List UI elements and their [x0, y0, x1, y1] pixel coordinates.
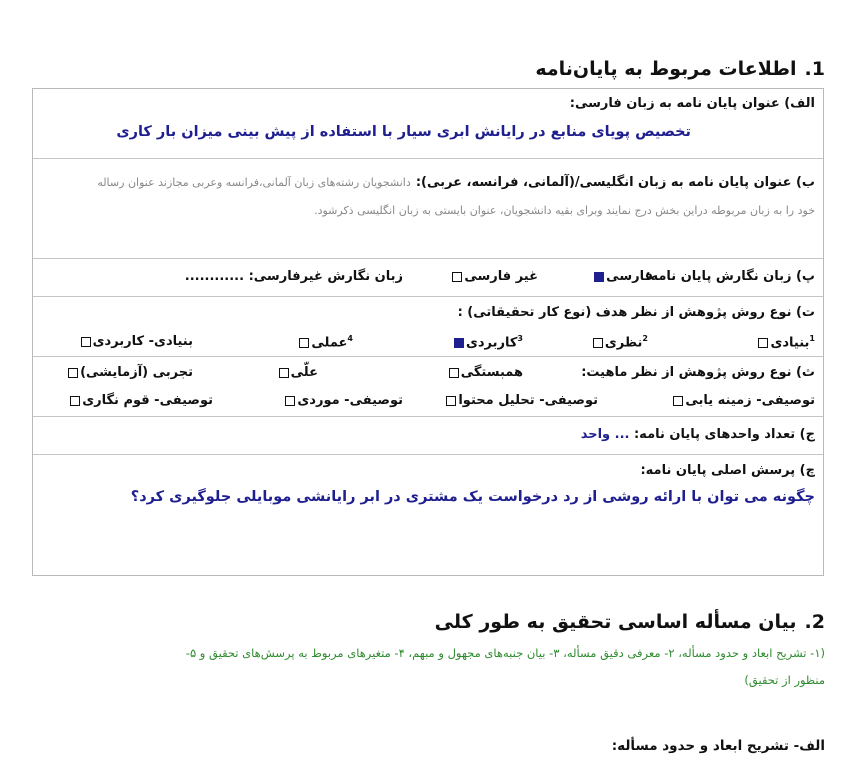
alef-value: تخصیص پویای منابع در رایانش ابری سیار با استفاده از پیش بینی میزان بار کاری — [116, 124, 691, 140]
section1-title: اطلاعات مربوط به پایان‌نامه — [535, 58, 797, 80]
checkbox-icon[interactable] — [758, 338, 768, 348]
te-option-2[interactable]: $^2$نظری — [589, 334, 648, 350]
section2-alef-heading: الف- تشریح ابعاد و حدود مسأله: — [611, 738, 825, 754]
checkbox-icon[interactable] — [81, 337, 91, 347]
je-value: ... واحد — [580, 427, 630, 442]
se-option-ethnography[interactable]: توصیفی- قوم نگاری — [66, 393, 213, 408]
che-label: چ) پرسش اصلی پایان نامه: — [640, 463, 815, 478]
section2-note-line2: منظور از تحقیق) — [744, 673, 825, 687]
pe-label: پ) زبان نگارش پایان نامه: — [645, 269, 815, 284]
section2-note-line1: (۱- تشریح ابعاد و حدود مسأله، ۲- معرفی دقیق مسأله، ۳- بیان جنبه‌های مجهول و مبهم، ۴- متغیرهای مربوط به پرسش‌های تحقیق و ۵- — [185, 646, 825, 660]
checkbox-icon[interactable] — [279, 368, 289, 378]
row-te — [33, 297, 823, 357]
row-je — [33, 417, 823, 455]
pe-option-farsi[interactable] — [590, 269, 653, 284]
section2-heading — [435, 611, 825, 633]
row-se — [33, 357, 823, 417]
row-alef — [33, 89, 823, 159]
section2-title: بیان مسأله اساسی تحقیق به طور کلی — [434, 611, 797, 633]
row-che — [33, 455, 823, 575]
section2-number: 2. — [804, 611, 825, 633]
section1-heading — [535, 58, 825, 80]
se-option-experimental[interactable]: تجربی (آزمایشی) — [64, 365, 193, 380]
pe-nonfarsi-label: غیر فارسی — [464, 269, 538, 284]
se-option-causal[interactable]: علّی — [275, 365, 318, 380]
checkbox-icon[interactable] — [285, 396, 295, 406]
be-note-line1: دانشجویان رشته‌های زبان آلمانی،فرانسه وعربی مجازند عنوان رساله — [97, 176, 411, 189]
checked-checkbox-icon[interactable] — [454, 338, 464, 348]
se-option-correlational[interactable]: همبستگی — [445, 365, 523, 380]
checkbox-icon[interactable] — [449, 368, 459, 378]
row-be — [33, 159, 823, 259]
te-option-5[interactable]: بنیادی- کاربردی — [77, 334, 193, 349]
se-option-content-analysis[interactable]: توصیفی- تحلیل محتوا — [442, 393, 598, 408]
checkbox-icon[interactable] — [593, 338, 603, 348]
checkbox-icon[interactable] — [70, 396, 80, 406]
row-pe — [33, 259, 823, 297]
se-label: ث) نوع روش پژوهش از نظر ماهیت: — [581, 365, 815, 380]
te-option-3[interactable]: $^3$کاربردی — [450, 334, 523, 350]
pe-farsi-label: فارسی — [606, 269, 653, 284]
pe-option-nonfarsi[interactable] — [448, 269, 538, 284]
alef-label: الف) عنوان پایان نامه به زبان فارسی: — [569, 96, 815, 111]
be-label: ب) عنوان پایان نامه به زبان انگلیسی/(آلمانی، فرانسه، عربی): — [415, 175, 815, 190]
pe-other-language: زبان نگارش غیرفارسی: ............ — [184, 269, 403, 284]
che-value: چگونه می توان با ارائه روشی از رد درخواست یک مشتری در ابر رایانشی موبایلی جلوگیری کرد؟ — [130, 489, 815, 505]
je-label: ج) تعداد واحدهای پایان نامه: — [633, 427, 815, 442]
te-option-1[interactable]: $^1$بنیادی — [754, 334, 815, 350]
checkbox-icon[interactable] — [673, 396, 683, 406]
te-option-4[interactable]: $^4$عملی — [295, 334, 353, 350]
be-note-line2: خود را به زبان مربوطه دراین بخش درج نمایند وبرای بقیه دانشجویان، عنوان بایستی به زبان انگلیسی ذکرشود. — [314, 204, 815, 217]
checked-checkbox-icon[interactable] — [594, 272, 604, 282]
thesis-info-table — [32, 88, 824, 576]
section1-number: 1. — [804, 58, 825, 80]
te-label: ت) نوع روش پژوهش از نظر هدف (نوع کار تحقیقاتی) : — [457, 305, 815, 320]
se-option-case-study[interactable]: توصیفی- موردی — [281, 393, 403, 408]
checkbox-icon[interactable] — [299, 338, 309, 348]
je-line — [581, 427, 815, 442]
checkbox-icon[interactable] — [446, 396, 456, 406]
se-option-survey[interactable]: توصیفی- زمینه یابی — [669, 393, 815, 408]
checkbox-icon[interactable] — [452, 272, 462, 282]
checkbox-icon[interactable] — [68, 368, 78, 378]
